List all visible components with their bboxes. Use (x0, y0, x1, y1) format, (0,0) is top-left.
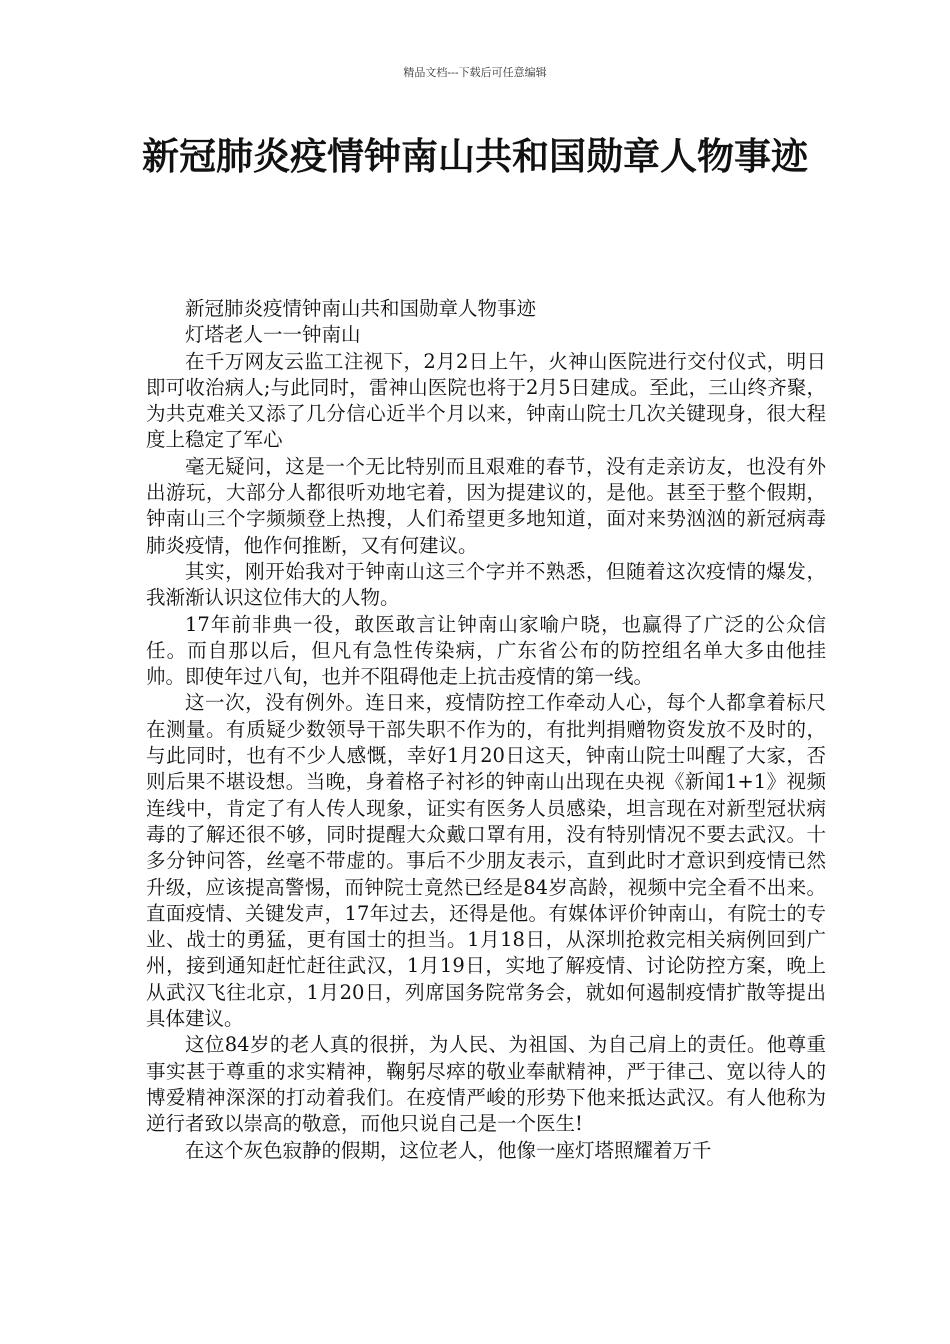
paragraph: 17年前非典一役，敢医敢言让钟南山家喻户晓，也赢得了广泛的公众信任。而自那以后，但凡有急性传染病，广东省公布的防控组名单大多由他挂帅。即使年过八旬，也并不阻碍他走上抗击疫情的第一线。 (146, 612, 826, 689)
paragraph: 这一次，没有例外。连日来，疫情防控工作牵动人心，每个人都拿着标尺在测量。有质疑少数领导干部失职不作为的，有批判捐赠物资发放不及时的，与此同时，也有不少人感慨，幸好1月20日这天，钟南山院士叫醒了大家，否则后果不堪设想。当晚，身着格子衬衫的钟南山出现在央视《新闻1+1》视频连线中，肯定了有人传人现象，证实有医务人员感染，坦言现在对新型冠状病毒的了解还很不够，同时提醒大众戴口罩有用，没有特别情况不要去武汉。十多分钟问答，丝毫不带虚的。事后不少朋友表示，直到此时才意识到疫情已然升级，应该提高警惕，而钟院士竟然已经是84岁高龄，视频中完全看不出来。直面疫情、关键发声，17年过去，还得是他。有媒体评价钟南山，有院士的专业、战士的勇猛，更有国士的担当。1月18日，从深圳抢救完相关病例回到广州，接到通知赶忙赶往武汉，1月19日，实地了解疫情、讨论防控方案，晚上从武汉飞往北京，1月20日，列席国务院常务会，就如何遏制疫情扩散等提出具体建议。 (146, 691, 826, 1031)
document-title: 新冠肺炎疫情钟南山共和国勋章人物事迹 (142, 135, 808, 178)
paragraph-heading: 灯塔老人一一钟南山 (185, 323, 361, 347)
header-note: 精品文档---下载后可任意编辑 (403, 66, 547, 79)
paragraph: 在千万网友云监工注视下，2月2日上午，火神山医院进行交付仪式，明日即可收治病人;与此同时，雷神山医院也将于2月5日建成。至此，三山终齐聚，为共克难关又添了几分信心近半个月以来，钟南山院士几次关键现身，很大程度上稳定了军心 (146, 349, 826, 452)
document-body (146, 296, 826, 1164)
paragraph-subtitle: 新冠肺炎疫情钟南山共和国勋章人物事迹 (185, 297, 537, 320)
paragraph: 这位84岁的老人真的很拼，为人民、为祖国、为自己肩上的责任。他尊重事实甚于尊重的求实精神，鞠躬尽瘁的敬业奉献精神，严于律己、宽以待人的博爱精神深深的打动着我们。在疫情严峻的形势下他来抵达武汉。有人他称为逆行者致以崇高的敬意，而他只说自己是一个医生! (146, 1033, 826, 1136)
paragraph: 毫无疑问，这是一个无比特别而且艰难的春节，没有走亲访友，也没有外出游玩，大部分人都很听劝地宅着，因为提建议的，是他。甚至于整个假期，钟南山三个字频频登上热搜，人们希望更多地知道，面对来势汹汹的新冠病毒肺炎疫情，他作何推断，又有何建议。 (146, 454, 826, 557)
paragraph: 其实，刚开始我对于钟南山这三个字并不熟悉，但随着这次疫情的爆发，我渐渐认识这位伟大的人物。 (146, 559, 826, 610)
paragraph: 在这个灰色寂静的假期，这位老人，他像一座灯塔照耀着万千 (185, 1138, 712, 1162)
